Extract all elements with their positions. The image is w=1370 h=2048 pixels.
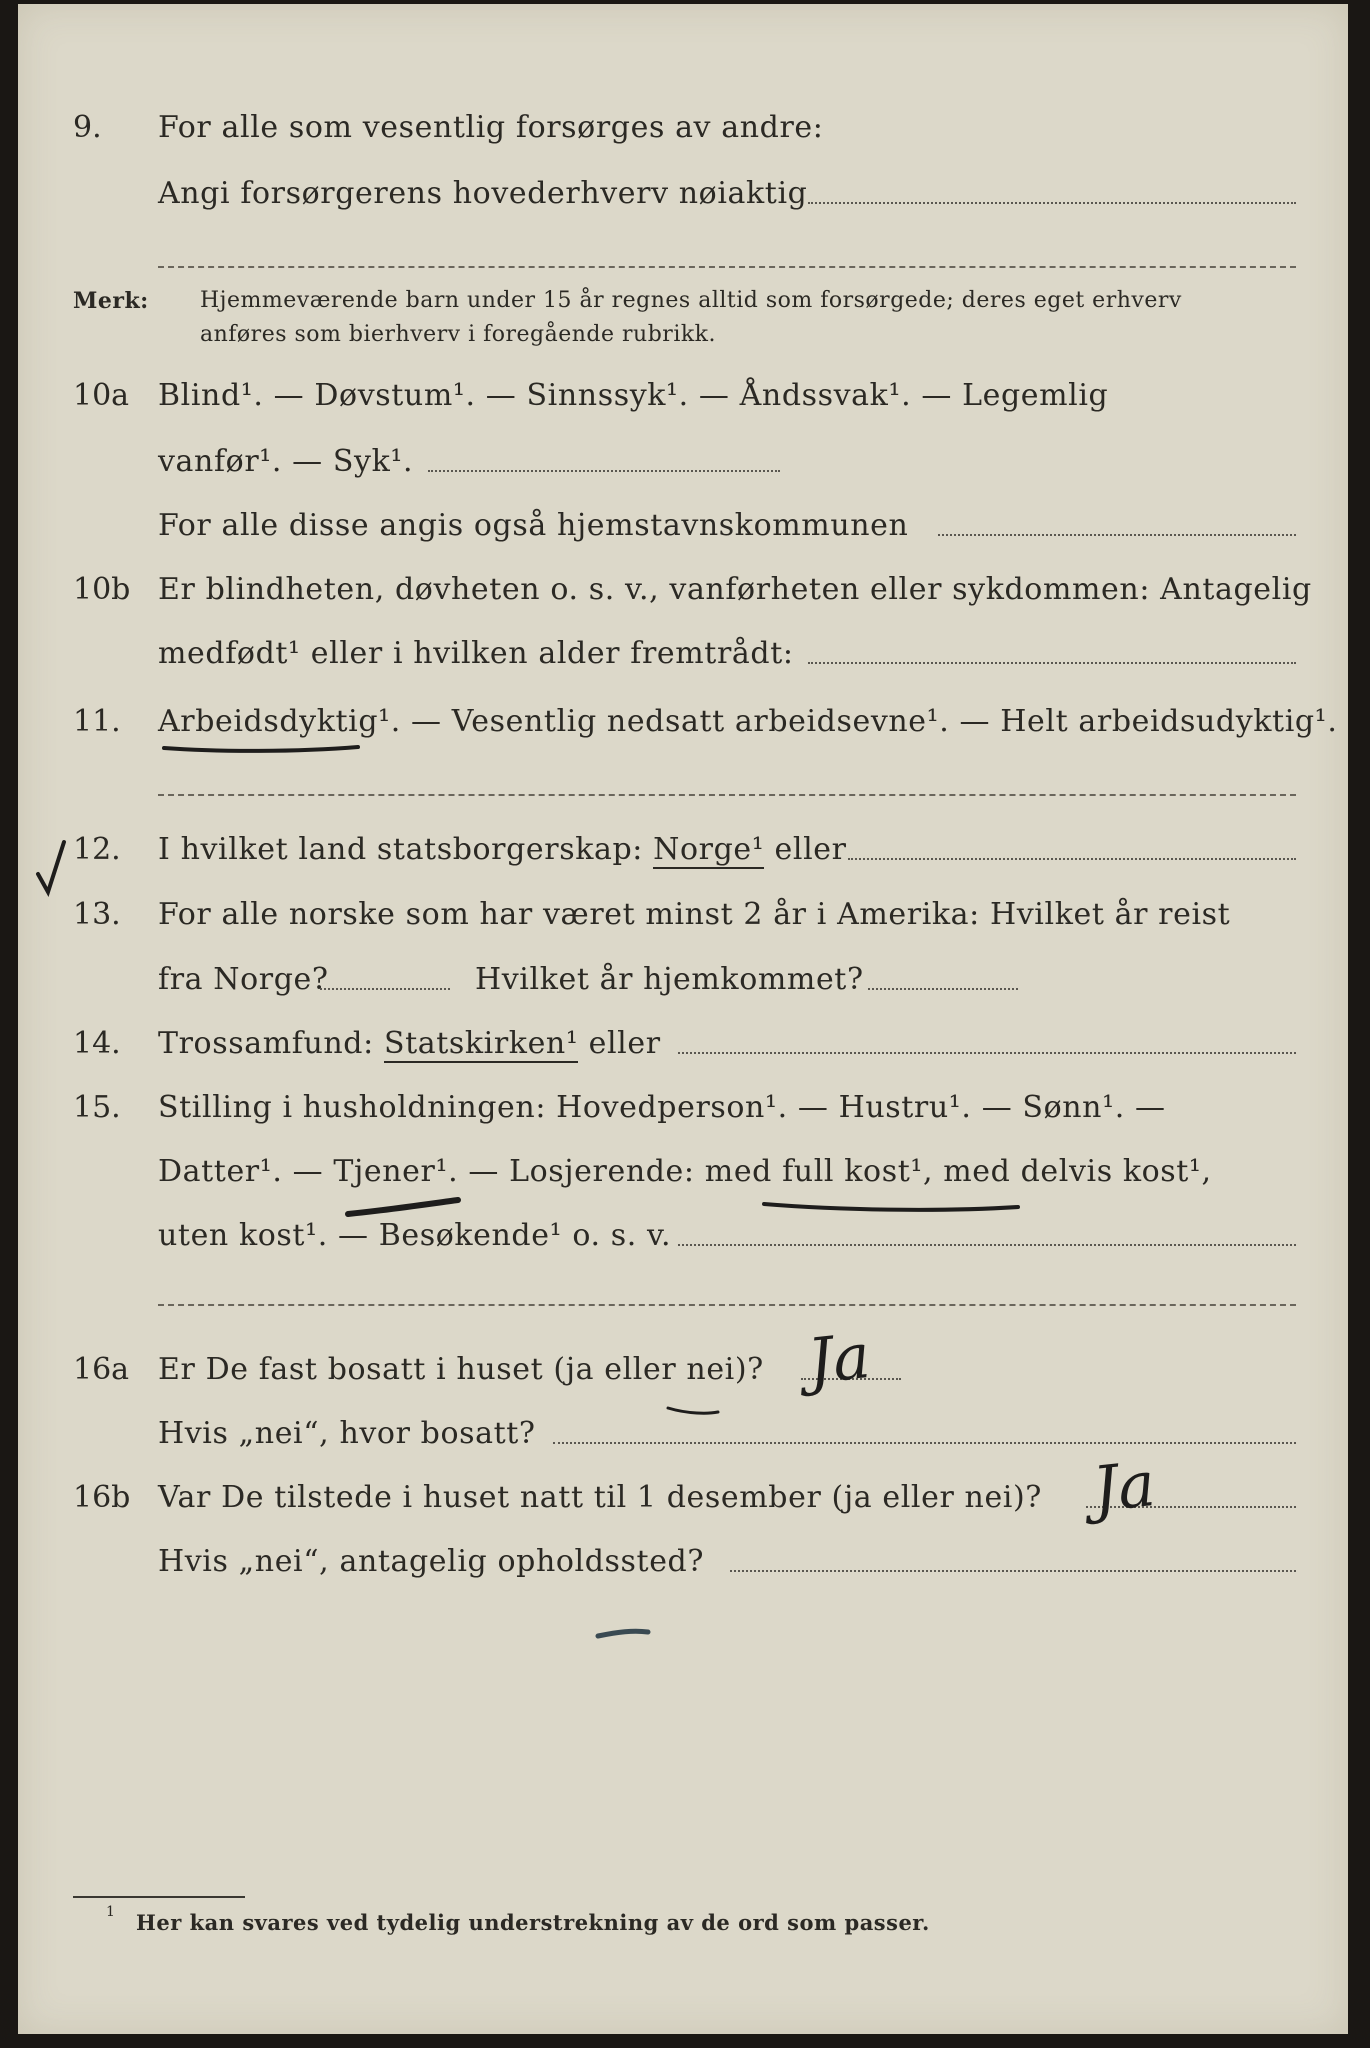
q9-answer-line	[808, 202, 1296, 204]
q12-number: 12.	[73, 832, 121, 867]
q13-year-returned-line	[868, 988, 1018, 990]
q16a-residence-line	[553, 1442, 1296, 1444]
q9-number: 9.	[73, 110, 102, 145]
q16a-handwritten-answer: Ja	[804, 1318, 874, 1399]
q12-text-a: I hvilket land statsborgerskap:	[158, 832, 643, 867]
q10a-line1: Blind¹. — Døvstum¹. — Sinnssyk¹. — Åndssvak¹. — Legemlig	[158, 378, 1109, 413]
q16b-number: 16b	[73, 1480, 131, 1515]
footnote-text: Her kan svares ved tydelig understrekning av de ord som passer.	[136, 1910, 930, 1935]
q16b-whereabouts-line	[730, 1570, 1296, 1572]
q15-line3: uten kost¹. — Besøkende¹ o. s. v.	[158, 1218, 672, 1253]
check-mark-q12	[38, 842, 64, 892]
q15-line2	[158, 1154, 1212, 1189]
underline-full-board	[764, 1204, 1018, 1210]
q10b-line1: Er blindheten, døvheten o. s. v., vanførheten eller sykdommen: Antagelig	[158, 572, 1312, 607]
q10b-number: 10b	[73, 572, 131, 607]
q13-number: 13.	[73, 897, 121, 932]
q11-extra-line	[158, 794, 1296, 796]
q13-line1: For alle norske som har været minst 2 år i Amerika: Hvilket år reist	[158, 897, 1231, 932]
q14-answer-line	[678, 1052, 1296, 1054]
ink-mark	[598, 1631, 648, 1636]
q15-line2a: Datter¹. — Tjener¹. — Losjerende:	[158, 1154, 695, 1189]
footnote-rule	[73, 1896, 245, 1898]
q10a-home-municipality-line	[938, 534, 1296, 536]
census-form-page	[18, 4, 1348, 2034]
underline-arbeidsdyktig	[164, 747, 358, 751]
q10a-answer-line	[428, 470, 780, 472]
footnote-mark: 1	[106, 1904, 116, 1920]
q10b-answer-line	[808, 662, 1296, 664]
q9-line2: Angi forsørgerens hovederhverv nøiaktig	[158, 176, 808, 211]
q13-line2a: fra Norge?	[158, 962, 329, 997]
q16b-handwritten-answer: Ja	[1089, 1446, 1159, 1527]
underline-servant	[348, 1200, 458, 1214]
merk-line1: Hjemmeværende barn under 15 år regnes alltid som forsørgede; deres eget erhverv	[200, 288, 1182, 313]
q15-answer-line	[678, 1244, 1296, 1246]
q16b-line2: Hvis „nei“, antagelig opholdssted?	[158, 1544, 705, 1579]
q10b-line2: medfødt¹ eller i hvilken alder fremtrådt:	[158, 636, 794, 671]
stroke-q16a	[668, 1408, 718, 1413]
q13-year-left-line	[320, 988, 450, 990]
q14-text	[158, 1026, 661, 1061]
q11-text: Arbeidsdyktig¹. — Vesentlig nedsatt arbeidsevne¹. — Helt arbeidsudyktig¹.	[158, 704, 1338, 739]
q15-extra-line	[158, 1304, 1296, 1306]
q15-full-board-underlined: med full kost¹	[704, 1154, 923, 1189]
q14-number: 14.	[73, 1026, 121, 1061]
q15-line2c: , med delvis kost¹,	[922, 1154, 1212, 1189]
q12-text-c: eller	[774, 832, 847, 867]
q10a-line3: For alle disse angis også hjemstavnskommunen	[158, 508, 909, 543]
q15-number: 15.	[73, 1090, 121, 1125]
q12-text	[158, 832, 847, 867]
q9-line1: For alle som vesentlig forsørges av andre:	[158, 110, 824, 145]
q11-number: 11.	[73, 704, 121, 739]
q16a-line2: Hvis „nei“, hvor bosatt?	[158, 1416, 536, 1451]
q9-extra-line	[158, 266, 1296, 268]
q14-text-a: Trossamfund:	[158, 1026, 374, 1061]
merk-line2: anføres som bierhverv i foregående rubrikk.	[200, 322, 717, 347]
q15-line1: Stilling i husholdningen: Hovedperson¹. — Hustru¹. — Sønn¹. —	[158, 1090, 1166, 1125]
q14-text-c: eller	[588, 1026, 661, 1061]
q16a-number: 16a	[73, 1352, 130, 1387]
q12-answer-line	[848, 858, 1296, 860]
q10a-line2: vanfør¹. — Syk¹.	[158, 444, 414, 479]
merk-label: Merk:	[73, 288, 149, 314]
q13-line2b: Hvilket år hjemkommet?	[475, 962, 864, 997]
q12-norway-underlined: Norge¹	[653, 832, 765, 867]
q10a-number: 10a	[73, 378, 130, 413]
q16b-line1: Var De tilstede i huset natt til 1 desember (ja eller nei)?	[158, 1480, 1042, 1515]
q14-state-church-underlined: Statskirken¹	[383, 1026, 579, 1061]
q16a-line1: Er De fast bosatt i huset (ja eller nei)?	[158, 1352, 764, 1387]
